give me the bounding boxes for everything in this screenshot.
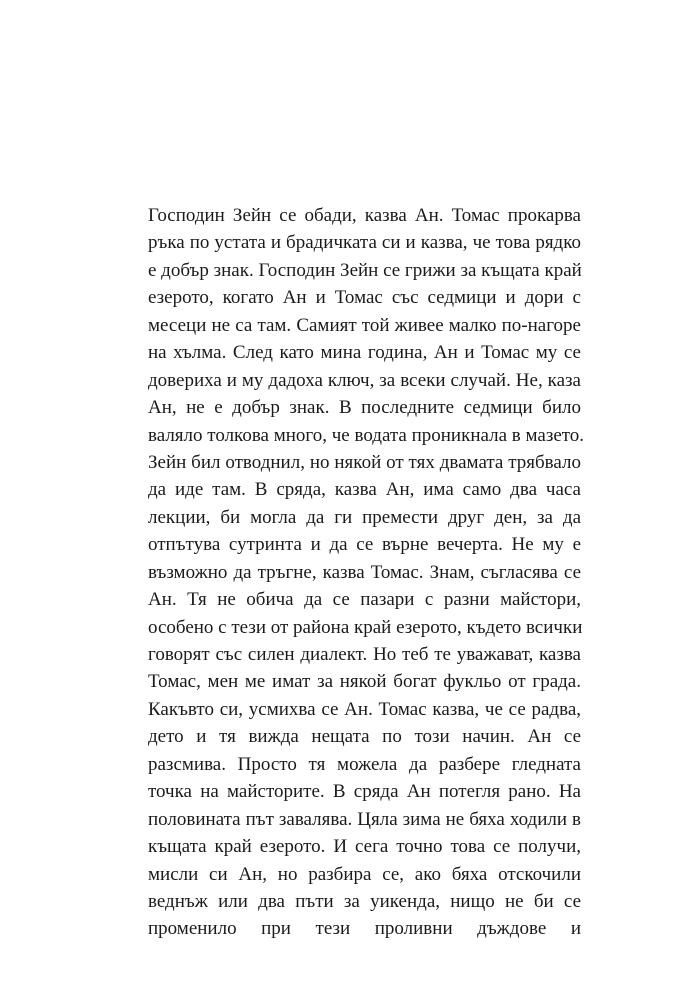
- text-line: ръка по устата и брадичката си и казва, че това рядко: [148, 232, 581, 254]
- text-line: веднъж или два пъти за уикенда, нищо не би се: [148, 890, 581, 912]
- text-line: половината път завалява. Цяла зима не бяха ходили в: [148, 808, 581, 830]
- text-line: особено с тези от района край езерото, където всички: [148, 616, 583, 638]
- text-line: е добър знак. Господин Зейн се грижи за къщата край: [148, 259, 582, 281]
- text-line: довериха и му дадоха ключ, за всеки случай. Не, каза: [148, 369, 581, 391]
- text-line: Какъвто си, усмихва се Ан. Томас казва, че се радва,: [148, 698, 581, 720]
- body-text: [148, 202, 585, 943]
- text-line: говорят със силен диалект. Но теб те уважават, казва: [148, 644, 581, 665]
- text-line: да иде там. В сряда, казва Ан, има само два часа: [148, 479, 581, 501]
- text-line: Ан, не е добър знак. В последните седмици било: [148, 397, 581, 419]
- text-line: мисли си Ан, но разбира се, ако бяха отскочили: [148, 863, 581, 885]
- text-line: отпътува сутринта и да се върне вечерта. Не му е: [148, 534, 581, 556]
- text-line: къщата край езерото. И сега точно това се получи,: [148, 836, 581, 858]
- text-line: дето и тя вижда нещата по този начин. Ан се: [148, 726, 581, 748]
- text-line: Господин Зейн се обади, казва Ан. Томас прокарва: [148, 205, 581, 226]
- text-line: Ан. Тя не обича да се пазари с разни майстори,: [148, 589, 581, 611]
- text-line: на хълма. След като мина година, Ан и Томас му се: [148, 342, 581, 364]
- text-line: лекции, би могла да ги премести друг ден, за да: [148, 506, 581, 528]
- text-line: валяло толкова много, че водата проникнала в мазето.: [148, 424, 585, 446]
- text-line: месеци не са там. Самият той живее малко по-нагоре: [148, 314, 581, 336]
- text-line: възможно да тръгне, казва Томас. Знам, съгласява се: [148, 561, 581, 583]
- text-line: разсмива. Просто тя можела да разбере гледната: [148, 753, 581, 775]
- text-line: Томас, мен ме имат за някой богат фукльо от града.: [148, 671, 581, 693]
- text-line: променило при тези проливни дъждове и: [148, 918, 581, 940]
- text-line: езерото, когато Ан и Томас със седмици и дори с: [148, 287, 581, 309]
- text-line: Зейн бил отводнил, но някой от тях двамата трябвало: [148, 451, 581, 473]
- text-line: точка на майсторите. В сряда Ан потегля рано. На: [148, 781, 581, 803]
